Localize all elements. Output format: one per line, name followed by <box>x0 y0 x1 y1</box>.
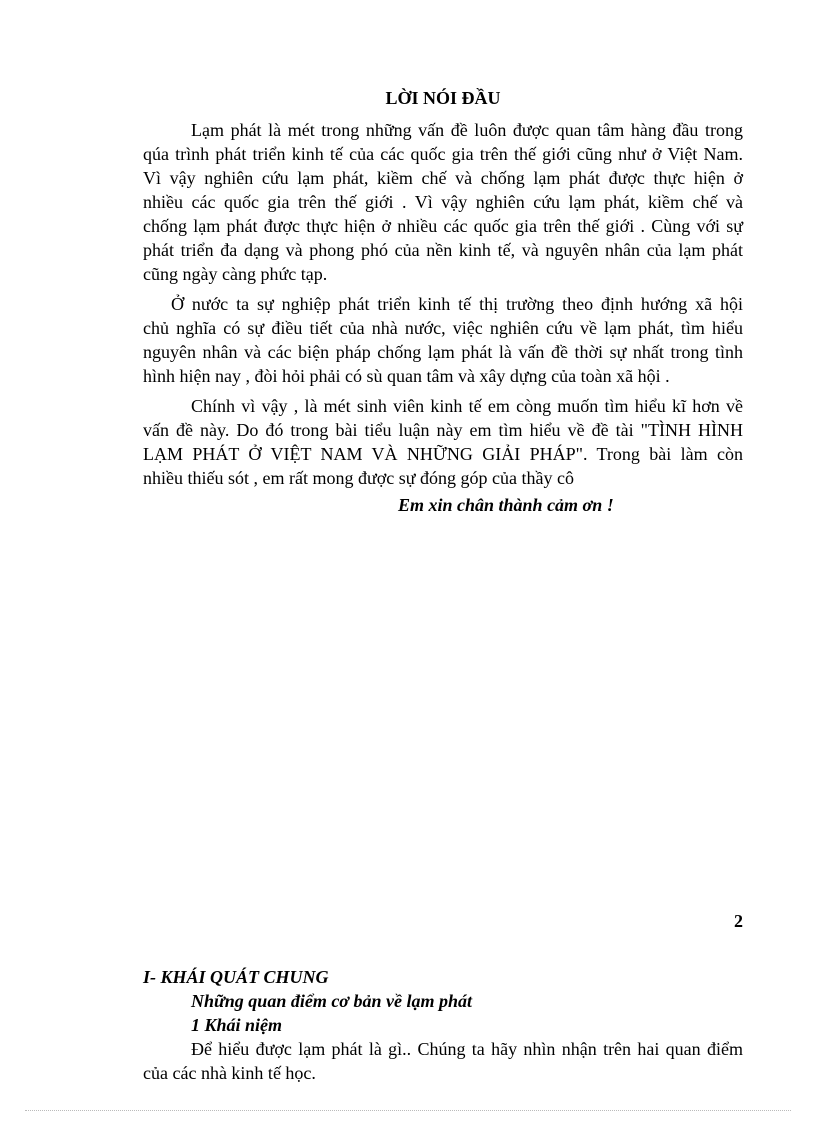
paragraph-line: nhiều các quốc gia trên thế giới . Vì vậy nghiên cứu lạm phát, kiềm chế và <box>143 192 743 212</box>
paragraph-line: Để hiểu được lạm phát là gì.. Chúng ta hãy nhìn nhận trên hai quan điểm <box>191 1039 743 1059</box>
closing-line: Em xin chân thành cảm ơn ! <box>398 495 614 515</box>
paragraph-line: Chính vì vậy , là mét sinh viên kinh tế em còng muốn tìm hiểu kĩ hơn về <box>191 396 743 416</box>
paragraph-line: Lạm phát là mét trong những vấn đề luôn được quan tâm hàng đầu trong <box>191 120 743 140</box>
section-heading: I- KHÁI QUÁT CHUNG <box>143 967 329 987</box>
paragraph-line: cũng ngày càng phức tạp. <box>143 264 328 284</box>
section-title: 1 Khái niệm <box>191 1015 283 1035</box>
paragraph-line: Vì vậy nghiên cứu lạm phát, kiềm chế và chống lạm phát được thực hiện ở <box>143 168 743 188</box>
paragraph-line: qúa trình phát triển kinh tế của các quốc gia trên thế giới cũng như ở Việt Nam. <box>143 144 743 164</box>
page-title: LỜI NÓI ĐẦU <box>385 88 501 108</box>
page-boundary-divider <box>25 1110 791 1111</box>
paragraph-line: hình hiện nay , đòi hỏi phải có sù quan tâm và xây dựng của toàn xã hội . <box>143 366 670 386</box>
paragraph-line: LẠM PHÁT Ở VIỆT NAM VÀ NHỮNG GIẢI PHÁP". Trong bài làm còn <box>143 444 743 464</box>
subheading: Những quan điểm cơ bản về lạm phát <box>191 991 472 1011</box>
page-number: 2 <box>734 911 743 931</box>
paragraph-line: chủ nghĩa có sự điều tiết của nhà nước, việc nghiên cứu về lạm phát, tìm hiểu <box>143 318 743 338</box>
paragraph-line: nhiều thiếu sót , em rất mong được sự đóng góp của thầy cô <box>143 468 574 488</box>
paragraph-line: Ở nước ta sự nghiệp phát triển kinh tế thị trường theo định hướng xã hội <box>171 294 743 314</box>
paragraph-line: chống lạm phát được thực hiện ở nhiều các quốc gia trên thế giới . Cùng với sự <box>143 216 743 236</box>
paragraph-line: của các nhà kinh tế học. <box>143 1063 316 1083</box>
paragraph-line: vấn đề này. Do đó trong bài tiểu luận này em tìm hiểu về đề tài "TÌNH HÌNH <box>143 420 743 440</box>
paragraph-line: nguyên nhân và các biện pháp chống lạm phát là vấn đề thời sự nhất trong tình <box>143 342 743 362</box>
paragraph-line: phát triển đa dạng và phong phó của nền kinh tế, và nguyên nhân của lạm phát <box>143 240 743 260</box>
